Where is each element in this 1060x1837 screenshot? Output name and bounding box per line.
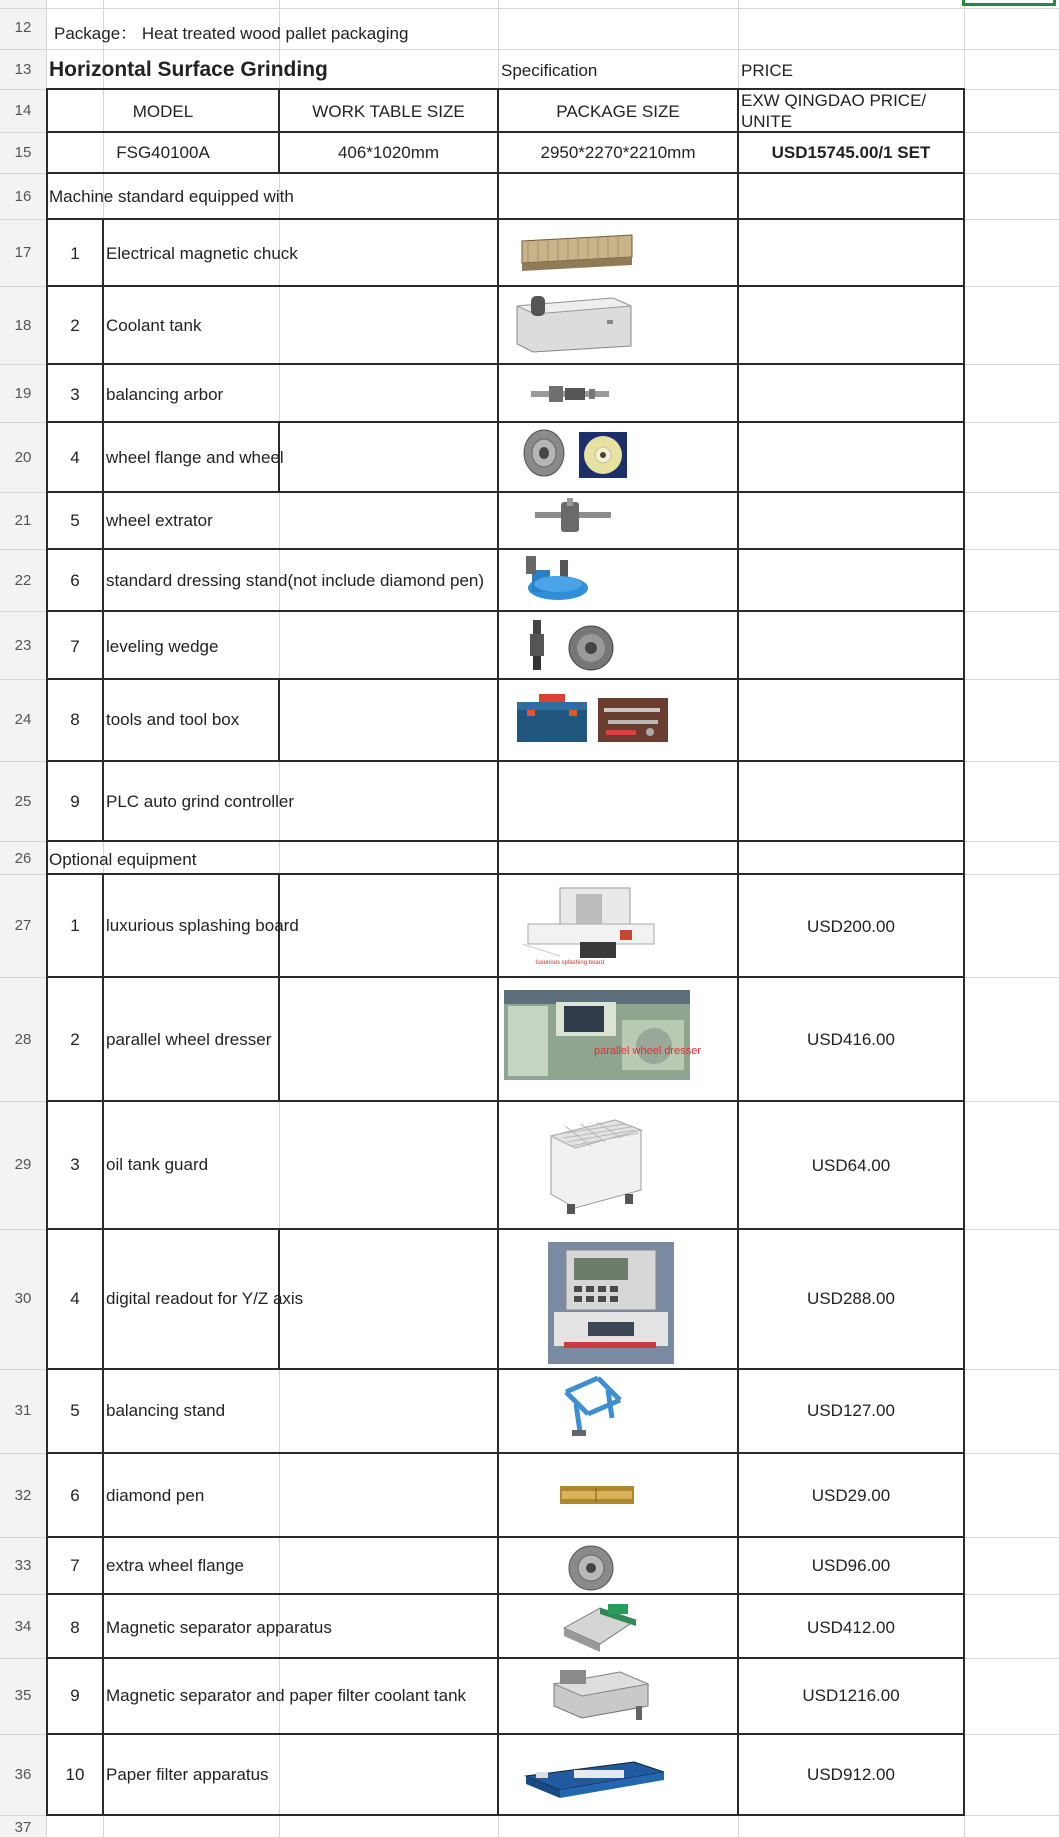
table-border — [46, 218, 965, 220]
wheel-extractor-icon — [533, 498, 613, 536]
item-number[interactable]: 4 — [70, 448, 80, 467]
item-price[interactable]: USD412.00 — [807, 1618, 895, 1637]
oil-tank-guard-icon — [545, 1112, 645, 1216]
row-number: 26 — [14, 850, 32, 867]
item-name[interactable]: wheel flange and wheel — [106, 448, 284, 467]
item-price[interactable]: USD1216.00 — [802, 1686, 900, 1705]
table-border — [46, 610, 965, 612]
row-number: 15 — [14, 144, 32, 161]
section-optional[interactable]: Optional equipment — [49, 850, 197, 869]
table-border — [46, 88, 965, 90]
item-price[interactable]: USD288.00 — [807, 1289, 895, 1308]
item-number[interactable]: 8 — [70, 710, 80, 729]
table-border — [46, 131, 965, 133]
item-number[interactable]: 1 — [70, 916, 80, 935]
toolbox-icon — [515, 692, 589, 744]
item-number[interactable]: 10 — [65, 1765, 85, 1784]
table-border — [46, 491, 965, 493]
grid-line — [0, 8, 1060, 9]
item-name[interactable]: luxurious splashing board — [106, 916, 299, 935]
table-border — [46, 1368, 965, 1370]
item-name[interactable]: standard dressing stand(not include diamond pen) — [106, 571, 485, 590]
row-number: 19 — [14, 385, 32, 402]
item-number[interactable]: 1 — [70, 244, 80, 263]
extra-wheel-flange-icon — [567, 1544, 615, 1592]
item-name[interactable]: oil tank guard — [106, 1155, 209, 1174]
row-number: 23 — [14, 637, 32, 654]
item-name[interactable]: Coolant tank — [106, 316, 202, 335]
dressing-stand-icon — [518, 550, 590, 602]
row-number: 16 — [14, 188, 32, 205]
image-caption: parallel wheel dresser — [594, 1045, 701, 1057]
item-price[interactable]: USD96.00 — [811, 1556, 891, 1575]
row-number: 28 — [14, 1031, 32, 1048]
row-number: 13 — [14, 61, 32, 78]
item-number[interactable]: 4 — [70, 1289, 80, 1308]
col-header-work-table-size[interactable]: WORK TABLE SIZE — [312, 102, 465, 121]
item-number[interactable]: 9 — [70, 792, 80, 811]
table-border — [46, 172, 965, 174]
table-border — [46, 1814, 965, 1816]
item-price[interactable]: USD200.00 — [807, 917, 895, 936]
item-name[interactable]: digital readout for Y/Z axis — [106, 1289, 304, 1308]
table-border — [46, 678, 965, 680]
machine-price[interactable]: USD15745.00/1 SET — [771, 143, 931, 162]
table-border — [46, 1100, 965, 1102]
item-number[interactable]: 8 — [70, 1618, 80, 1637]
table-border — [46, 548, 965, 550]
page-title[interactable]: Horizontal Surface Grinding — [49, 58, 328, 81]
machine-package-size[interactable]: 2950*2270*2210mm — [540, 143, 696, 162]
table-border — [46, 1452, 965, 1454]
price-label[interactable]: PRICE — [741, 61, 793, 80]
col-header-model[interactable]: MODEL — [132, 102, 194, 121]
image-caption: luxurious splashing board — [536, 960, 605, 966]
magnetic-chuck-icon — [518, 231, 636, 271]
specification-label[interactable]: Specification — [501, 61, 598, 80]
row-number: 37 — [14, 1819, 32, 1836]
item-number[interactable]: 6 — [70, 1486, 80, 1505]
row-number: 32 — [14, 1487, 32, 1504]
item-number[interactable]: 2 — [70, 1030, 80, 1049]
item-name[interactable]: Magnetic separator apparatus — [106, 1618, 332, 1637]
selected-cell[interactable] — [962, 0, 1056, 6]
table-border — [278, 874, 280, 1100]
item-number[interactable]: 9 — [70, 1686, 80, 1705]
item-price[interactable]: USD64.00 — [811, 1156, 891, 1175]
item-name[interactable]: extra wheel flange — [106, 1556, 244, 1575]
paper-filter-tank-icon — [550, 1666, 652, 1724]
item-number[interactable]: 5 — [70, 1401, 80, 1420]
row-number: 31 — [14, 1402, 32, 1419]
item-name[interactable]: diamond pen — [106, 1486, 205, 1505]
section-standard[interactable]: Machine standard equipped with — [49, 187, 294, 206]
row-number: 27 — [14, 917, 32, 934]
table-border — [46, 1593, 965, 1595]
table-border — [963, 88, 965, 1816]
item-name[interactable]: balancing stand — [106, 1401, 226, 1420]
item-name[interactable]: Magnetic separator and paper filter coolant tank — [106, 1686, 467, 1705]
grid-line — [0, 49, 1060, 50]
paper-filter-icon — [524, 1756, 666, 1800]
row-number: 34 — [14, 1618, 32, 1635]
wheel-flange-icon — [522, 428, 566, 478]
row-number: 25 — [14, 793, 32, 810]
balancing-arbor-icon — [529, 380, 611, 408]
item-name[interactable]: tools and tool box — [106, 710, 240, 729]
table-border — [46, 840, 965, 842]
table-border — [102, 874, 104, 1815]
row-number: 18 — [14, 317, 32, 334]
table-border — [497, 88, 499, 1816]
row-number: 22 — [14, 572, 32, 589]
item-price[interactable]: USD912.00 — [807, 1765, 895, 1784]
magnetic-separator-icon — [560, 1600, 640, 1654]
table-border — [46, 1228, 965, 1230]
row-number: 14 — [14, 102, 32, 119]
item-number[interactable]: 3 — [70, 385, 80, 404]
item-price[interactable]: USD127.00 — [807, 1401, 895, 1420]
item-number[interactable]: 6 — [70, 571, 80, 590]
item-name[interactable]: PLC auto grind controller — [106, 792, 295, 811]
item-name[interactable]: balancing arbor — [106, 385, 224, 404]
row-number: 33 — [14, 1557, 32, 1574]
machine-work-table-size[interactable]: 406*1020mm — [337, 143, 440, 162]
row-number: 35 — [14, 1687, 32, 1704]
table-border — [46, 976, 965, 978]
item-name[interactable]: parallel wheel dresser — [106, 1030, 272, 1049]
leveling-wedge-icon — [525, 618, 625, 674]
item-price[interactable]: USD29.00 — [811, 1486, 891, 1505]
grinding-wheel-icon — [579, 432, 627, 478]
col-header-price-line2[interactable]: UNITE — [741, 112, 792, 131]
row-number: 12 — [14, 19, 32, 36]
item-name[interactable]: wheel extrator — [106, 511, 213, 530]
item-number[interactable]: 3 — [70, 1155, 80, 1174]
row-number: 21 — [14, 512, 32, 529]
item-number[interactable]: 5 — [70, 511, 80, 530]
table-border — [46, 760, 965, 762]
table-border — [46, 363, 965, 365]
item-number[interactable]: 2 — [70, 316, 80, 335]
row-number: 17 — [14, 244, 32, 261]
coolant-tank-icon — [513, 292, 635, 354]
table-border — [46, 421, 965, 423]
item-name[interactable]: leveling wedge — [106, 637, 219, 656]
table-border — [278, 679, 280, 761]
table-border — [46, 873, 965, 875]
table-border — [46, 1657, 965, 1659]
row-number: 24 — [14, 711, 32, 728]
item-number[interactable]: 7 — [70, 637, 80, 656]
row-number: 36 — [14, 1766, 32, 1783]
row-number: 20 — [14, 449, 32, 466]
item-name[interactable]: Paper filter apparatus — [106, 1765, 269, 1784]
wheel-dresser-icon — [504, 990, 690, 1080]
machine-model[interactable]: FSG40100A — [116, 143, 210, 162]
table-border — [46, 1733, 965, 1735]
diamond-pen-icon — [560, 1484, 634, 1506]
item-name[interactable]: Electrical magnetic chuck — [106, 244, 298, 263]
col-header-price-line1[interactable]: EXW QINGDAO PRICE/ — [741, 91, 927, 110]
row-number: 29 — [14, 1156, 32, 1173]
package-note[interactable]: Package： Heat treated wood pallet packaging — [54, 24, 409, 43]
digital-readout-icon — [548, 1242, 674, 1364]
row-number: 30 — [14, 1290, 32, 1307]
table-border — [46, 1536, 965, 1538]
tools-icon — [598, 698, 668, 742]
table-border — [46, 285, 965, 287]
col-header-package-size[interactable]: PACKAGE SIZE — [556, 102, 680, 121]
item-number[interactable]: 7 — [70, 1556, 80, 1575]
balancing-stand-icon — [558, 1374, 628, 1440]
table-border — [102, 219, 104, 841]
item-price[interactable]: USD416.00 — [807, 1030, 895, 1049]
